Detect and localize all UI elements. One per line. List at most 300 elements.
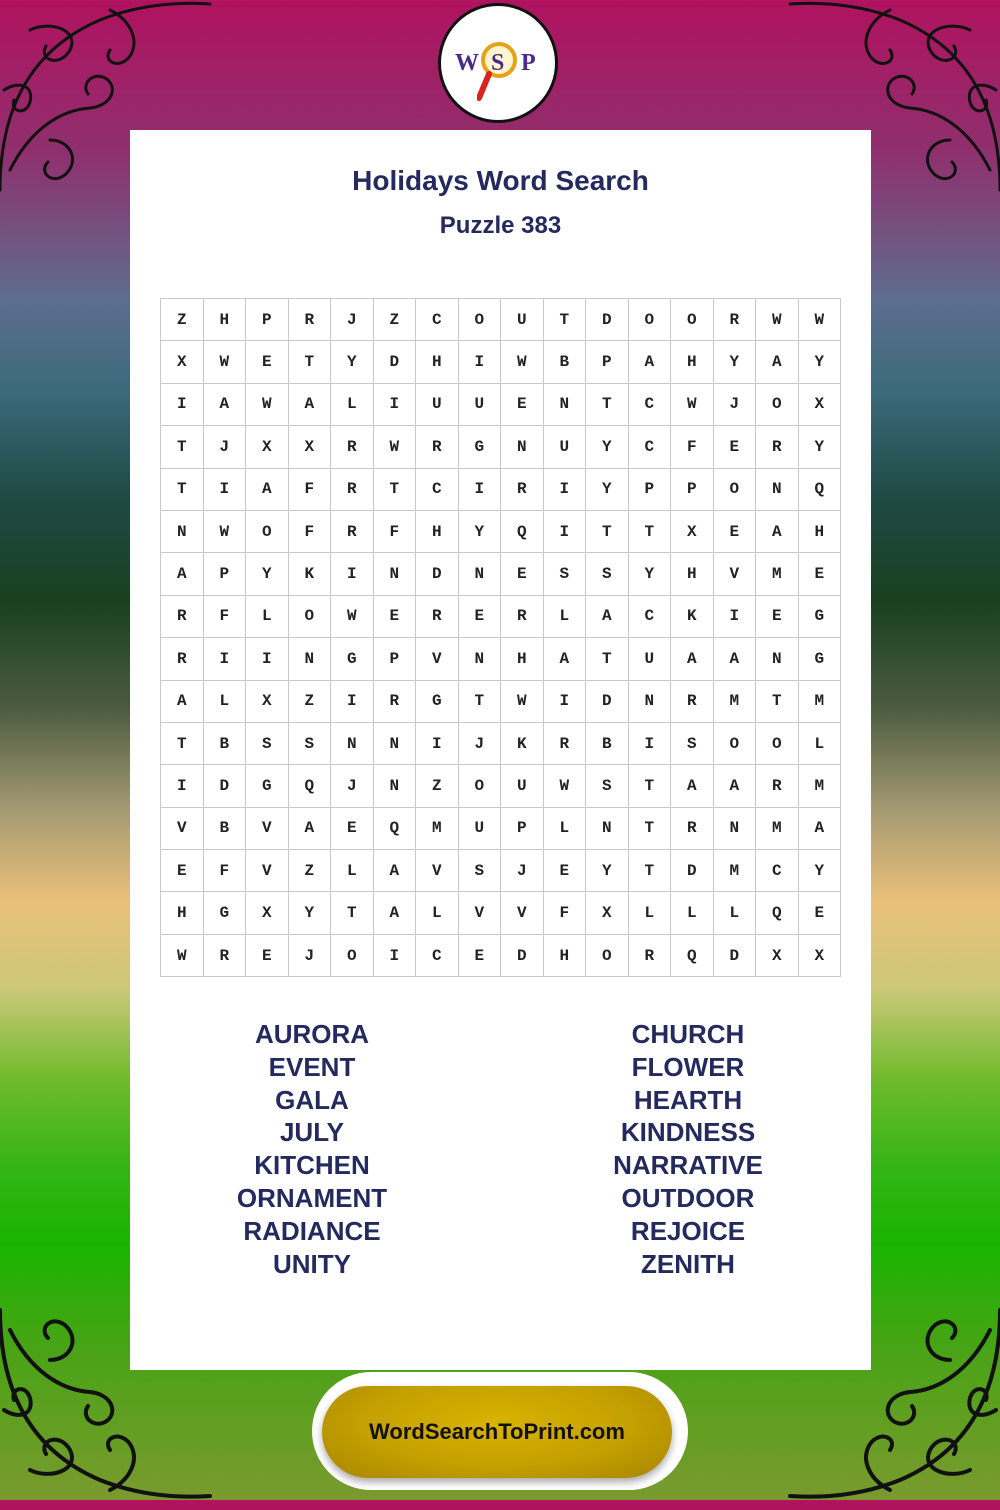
grid-cell[interactable]: E	[458, 595, 501, 637]
grid-cell[interactable]: W	[543, 765, 586, 807]
grid-cell[interactable]: F	[373, 510, 416, 552]
grid-cell[interactable]: R	[628, 934, 671, 976]
word-list-item: CHURCH	[631, 1019, 745, 1049]
puzzle-title: Holidays Word Search	[352, 165, 649, 196]
grid-cell[interactable]: X	[798, 383, 841, 425]
grid-cell[interactable]: N	[628, 680, 671, 722]
grid-cell[interactable]: A	[756, 510, 799, 552]
grid-row	[161, 892, 841, 934]
grid-cell[interactable]: T	[161, 426, 204, 468]
grid-cell[interactable]: S	[543, 553, 586, 595]
grid-row	[161, 722, 841, 764]
logo-letter-w: W	[455, 50, 479, 76]
puzzle-card	[130, 130, 871, 1370]
word-list-item: HEARTH	[633, 1084, 743, 1115]
grid-cell[interactable]: M	[798, 680, 841, 722]
grid-cell[interactable]: P	[246, 299, 289, 341]
word-list-item: UNITY	[273, 1248, 351, 1279]
grid-cell[interactable]: A	[798, 807, 841, 849]
grid-cell[interactable]: N	[373, 722, 416, 764]
word-list-item: GALA	[275, 1084, 349, 1115]
grid-cell[interactable]: U	[501, 765, 544, 807]
grid-cell[interactable]: C	[416, 468, 459, 510]
grid-cell[interactable]: Y	[798, 850, 841, 892]
word-list-item: ZENITH	[641, 1248, 735, 1279]
grid-cell[interactable]: W	[501, 680, 544, 722]
grid-cell[interactable]: N	[288, 638, 331, 680]
grid-cell[interactable]: T	[628, 807, 671, 849]
grid-cell[interactable]: R	[288, 299, 331, 341]
grid-cell[interactable]: N	[458, 638, 501, 680]
grid-cell[interactable]: R	[713, 299, 756, 341]
grid-cell[interactable]: B	[543, 341, 586, 383]
grid-cell[interactable]: A	[373, 892, 416, 934]
grid-cell[interactable]: I	[331, 680, 374, 722]
grid-cell[interactable]: H	[501, 638, 544, 680]
puzzle-number: Puzzle 383	[439, 212, 562, 239]
grid-cell[interactable]: C	[628, 426, 671, 468]
grid-row	[161, 510, 841, 552]
grid-cell[interactable]: H	[416, 341, 459, 383]
grid-cell[interactable]: J	[501, 850, 544, 892]
grid-cell[interactable]: X	[246, 892, 289, 934]
grid-cell[interactable]: P	[586, 341, 629, 383]
grid-cell[interactable]: L	[203, 680, 246, 722]
grid-cell[interactable]: F	[288, 510, 331, 552]
grid-cell[interactable]: A	[671, 765, 714, 807]
grid-cell[interactable]: F	[671, 426, 714, 468]
grid-cell[interactable]: X	[756, 934, 799, 976]
grid-cell[interactable]: I	[543, 510, 586, 552]
grid-cell[interactable]: O	[756, 383, 799, 425]
grid-cell[interactable]: Y	[586, 426, 629, 468]
grid-cell[interactable]: E	[373, 595, 416, 637]
word-list-item: REJOICE	[630, 1215, 746, 1246]
site-logo[interactable]	[438, 3, 558, 123]
grid-cell[interactable]: O	[756, 722, 799, 764]
grid-cell[interactable]: Q	[671, 934, 714, 976]
grid-cell[interactable]: B	[586, 722, 629, 764]
grid-cell[interactable]: E	[161, 850, 204, 892]
grid-cell[interactable]: T	[628, 850, 671, 892]
grid-cell[interactable]: L	[713, 892, 756, 934]
grid-cell[interactable]: M	[416, 807, 459, 849]
grid-cell[interactable]: R	[373, 680, 416, 722]
grid-cell[interactable]: R	[543, 722, 586, 764]
grid-cell[interactable]: L	[331, 850, 374, 892]
grid-cell[interactable]: Z	[161, 299, 204, 341]
grid-cell[interactable]: Y	[798, 426, 841, 468]
grid-cell[interactable]: H	[798, 510, 841, 552]
grid-cell[interactable]: I	[543, 680, 586, 722]
grid-cell[interactable]: G	[458, 426, 501, 468]
grid-cell[interactable]: O	[331, 934, 374, 976]
grid-cell[interactable]: E	[713, 426, 756, 468]
grid-cell[interactable]: E	[501, 383, 544, 425]
grid-cell[interactable]: L	[416, 892, 459, 934]
grid-cell[interactable]: A	[586, 595, 629, 637]
word-list-item: KINDNESS	[620, 1117, 756, 1148]
grid-cell[interactable]: G	[246, 765, 289, 807]
grid-cell[interactable]: P	[501, 807, 544, 849]
footer-pill	[312, 1372, 688, 1490]
grid-cell[interactable]: G	[416, 680, 459, 722]
logo-letter-s: S	[491, 50, 505, 76]
grid-cell[interactable]: T	[628, 510, 671, 552]
grid-cell[interactable]: U	[628, 638, 671, 680]
grid-cell[interactable]: G	[798, 638, 841, 680]
grid-cell[interactable]: S	[586, 765, 629, 807]
grid-row	[161, 426, 841, 468]
grid-cell[interactable]: A	[246, 468, 289, 510]
grid-cell[interactable]: D	[671, 850, 714, 892]
grid-row	[161, 553, 841, 595]
grid-cell[interactable]: Z	[288, 680, 331, 722]
grid-row	[161, 595, 841, 637]
grid-cell[interactable]: T	[586, 383, 629, 425]
grid-cell[interactable]: E	[713, 510, 756, 552]
grid-cell[interactable]: E	[246, 341, 289, 383]
grid-cell[interactable]: G	[798, 595, 841, 637]
grid-cell[interactable]: Y	[288, 892, 331, 934]
grid-cell[interactable]: N	[543, 383, 586, 425]
grid-cell[interactable]: S	[288, 722, 331, 764]
grid-cell[interactable]: N	[713, 807, 756, 849]
grid-cell[interactable]: I	[331, 553, 374, 595]
grid-row	[161, 299, 841, 341]
grid-cell[interactable]: F	[543, 892, 586, 934]
grid-cell[interactable]: W	[798, 299, 841, 341]
grid-cell[interactable]: A	[203, 383, 246, 425]
grid-cell[interactable]: C	[628, 383, 671, 425]
grid-cell[interactable]: M	[756, 553, 799, 595]
grid-cell[interactable]: X	[246, 680, 289, 722]
grid-cell[interactable]: V	[501, 892, 544, 934]
grid-cell[interactable]: T	[586, 638, 629, 680]
grid-cell[interactable]: E	[756, 595, 799, 637]
grid-cell[interactable]: I	[458, 468, 501, 510]
grid-cell[interactable]: A	[756, 341, 799, 383]
grid-row	[161, 383, 841, 425]
grid-cell[interactable]: V	[161, 807, 204, 849]
grid-cell[interactable]: I	[458, 341, 501, 383]
grid-cell[interactable]: M	[798, 765, 841, 807]
word-list-item: AURORA	[254, 1019, 370, 1049]
grid-cell[interactable]: J	[458, 722, 501, 764]
grid-cell[interactable]: X	[586, 892, 629, 934]
grid-cell[interactable]: D	[713, 934, 756, 976]
grid-cell[interactable]: W	[203, 341, 246, 383]
grid-cell[interactable]: A	[543, 638, 586, 680]
grid-cell[interactable]: S	[246, 722, 289, 764]
grid-cell[interactable]: B	[203, 722, 246, 764]
grid-cell[interactable]: A	[288, 383, 331, 425]
grid-cell[interactable]: T	[586, 510, 629, 552]
grid-cell[interactable]: I	[203, 468, 246, 510]
grid-cell[interactable]: V	[458, 892, 501, 934]
word-list-left	[147, 1018, 477, 1280]
grid-cell[interactable]: E	[798, 892, 841, 934]
grid-cell[interactable]: W	[373, 426, 416, 468]
grid-cell[interactable]: J	[203, 426, 246, 468]
grid-cell[interactable]: D	[373, 341, 416, 383]
grid-cell[interactable]: R	[416, 595, 459, 637]
grid-cell[interactable]: F	[288, 468, 331, 510]
grid-row	[161, 934, 841, 976]
grid-cell[interactable]: R	[161, 638, 204, 680]
grid-cell[interactable]: I	[246, 638, 289, 680]
word-list-item: RADIANCE	[243, 1215, 381, 1246]
grid-cell[interactable]: T	[543, 299, 586, 341]
logo-letter-p: P	[521, 50, 536, 76]
grid-cell[interactable]: R	[331, 468, 374, 510]
grid-cell[interactable]: I	[161, 765, 204, 807]
grid-cell[interactable]: N	[331, 722, 374, 764]
grid-cell[interactable]: O	[458, 299, 501, 341]
grid-cell[interactable]: P	[373, 638, 416, 680]
grid-cell[interactable]: A	[288, 807, 331, 849]
grid-cell[interactable]: Q	[373, 807, 416, 849]
grid-cell[interactable]: T	[628, 765, 671, 807]
word-list-item: OUTDOOR	[621, 1182, 755, 1213]
grid-cell[interactable]: L	[543, 595, 586, 637]
website-link-button[interactable]: WordSearchToPrint.com	[322, 1386, 672, 1478]
grid-cell[interactable]: L	[331, 383, 374, 425]
grid-cell[interactable]: I	[543, 468, 586, 510]
grid-cell[interactable]: N	[373, 553, 416, 595]
grid-row	[161, 341, 841, 383]
grid-cell[interactable]: R	[756, 426, 799, 468]
grid-cell[interactable]: D	[586, 299, 629, 341]
grid-cell[interactable]: W	[501, 341, 544, 383]
grid-cell[interactable]: V	[416, 638, 459, 680]
grid-cell[interactable]: Y	[331, 341, 374, 383]
grid-cell[interactable]: K	[671, 595, 714, 637]
grid-row	[161, 680, 841, 722]
grid-cell[interactable]: E	[246, 934, 289, 976]
grid-cell[interactable]: E	[331, 807, 374, 849]
word-list-item: FLOWER	[631, 1051, 745, 1082]
grid-cell[interactable]: E	[458, 934, 501, 976]
grid-cell[interactable]: L	[671, 892, 714, 934]
grid-cell[interactable]: H	[543, 934, 586, 976]
grid-row	[161, 638, 841, 680]
grid-cell[interactable]: O	[713, 722, 756, 764]
grid-cell[interactable]: C	[416, 934, 459, 976]
grid-row	[161, 468, 841, 510]
grid-cell[interactable]: A	[671, 638, 714, 680]
grid-cell[interactable]: O	[288, 595, 331, 637]
letter-grid	[160, 298, 841, 977]
grid-cell[interactable]: Y	[458, 510, 501, 552]
grid-cell[interactable]: O	[246, 510, 289, 552]
grid-cell[interactable]: A	[373, 850, 416, 892]
grid-cell[interactable]: S	[586, 553, 629, 595]
word-list-item: EVENT	[268, 1051, 356, 1082]
grid-cell[interactable]: X	[246, 426, 289, 468]
word-list-item: JULY	[279, 1117, 345, 1148]
grid-cell[interactable]: B	[203, 807, 246, 849]
grid-cell[interactable]: R	[331, 426, 374, 468]
grid-cell[interactable]: T	[458, 680, 501, 722]
word-list-item: KITCHEN	[254, 1150, 370, 1181]
grid-cell[interactable]: D	[586, 680, 629, 722]
grid-cell[interactable]: Y	[586, 850, 629, 892]
grid-cell[interactable]: I	[203, 638, 246, 680]
grid-cell[interactable]: R	[671, 680, 714, 722]
grid-cell[interactable]: V	[416, 850, 459, 892]
grid-cell[interactable]: W	[161, 934, 204, 976]
grid-cell[interactable]: A	[161, 680, 204, 722]
grid-cell[interactable]: R	[161, 595, 204, 637]
grid-cell[interactable]: N	[501, 426, 544, 468]
word-list-right	[523, 1018, 853, 1280]
grid-cell[interactable]: D	[501, 934, 544, 976]
grid-cell[interactable]: Y	[586, 468, 629, 510]
grid-cell[interactable]: C	[628, 595, 671, 637]
grid-cell[interactable]: G	[331, 638, 374, 680]
grid-cell[interactable]: M	[713, 850, 756, 892]
grid-cell[interactable]: X	[161, 341, 204, 383]
grid-cell[interactable]: W	[756, 299, 799, 341]
grid-cell[interactable]: R	[671, 807, 714, 849]
grid-cell[interactable]: D	[203, 765, 246, 807]
grid-cell[interactable]: Z	[416, 765, 459, 807]
grid-cell[interactable]: U	[543, 426, 586, 468]
grid-row	[161, 807, 841, 849]
grid-cell[interactable]: R	[501, 468, 544, 510]
grid-cell[interactable]: S	[458, 850, 501, 892]
grid-cell[interactable]: N	[756, 468, 799, 510]
grid-cell[interactable]: U	[501, 299, 544, 341]
grid-cell[interactable]: Q	[798, 468, 841, 510]
grid-cell[interactable]: X	[288, 426, 331, 468]
grid-cell[interactable]: L	[798, 722, 841, 764]
grid-cell[interactable]: V	[246, 850, 289, 892]
grid-cell[interactable]: O	[586, 934, 629, 976]
grid-cell[interactable]: U	[458, 383, 501, 425]
grid-cell[interactable]: E	[501, 553, 544, 595]
grid-cell[interactable]: L	[246, 595, 289, 637]
grid-cell[interactable]: H	[416, 510, 459, 552]
grid-cell[interactable]: R	[203, 934, 246, 976]
grid-cell[interactable]: W	[246, 383, 289, 425]
grid-cell[interactable]: N	[458, 553, 501, 595]
grid-cell[interactable]: T	[756, 680, 799, 722]
grid-cell[interactable]: Y	[713, 341, 756, 383]
grid-cell[interactable]: T	[161, 722, 204, 764]
grid-cell[interactable]: Z	[373, 299, 416, 341]
grid-cell[interactable]: M	[713, 680, 756, 722]
grid-cell[interactable]: E	[798, 553, 841, 595]
grid-cell[interactable]: P	[628, 468, 671, 510]
grid-cell[interactable]: A	[628, 341, 671, 383]
grid-cell[interactable]: E	[543, 850, 586, 892]
grid-cell[interactable]: I	[416, 722, 459, 764]
grid-cell[interactable]: X	[798, 934, 841, 976]
grid-cell[interactable]: T	[161, 468, 204, 510]
grid-cell[interactable]: J	[331, 299, 374, 341]
grid-cell[interactable]: T	[373, 468, 416, 510]
grid-cell[interactable]: W	[671, 383, 714, 425]
grid-cell[interactable]: J	[331, 765, 374, 807]
grid-cell[interactable]: C	[416, 299, 459, 341]
grid-cell[interactable]: A	[161, 553, 204, 595]
grid-cell[interactable]: U	[416, 383, 459, 425]
grid-cell[interactable]: D	[416, 553, 459, 595]
grid-cell[interactable]: R	[501, 595, 544, 637]
grid-cell[interactable]: N	[586, 807, 629, 849]
grid-cell[interactable]: L	[543, 807, 586, 849]
grid-cell[interactable]: Z	[288, 850, 331, 892]
grid-cell[interactable]: I	[713, 595, 756, 637]
grid-cell[interactable]: N	[373, 765, 416, 807]
grid-cell[interactable]: Q	[756, 892, 799, 934]
grid-cell[interactable]: W	[203, 510, 246, 552]
grid-cell[interactable]: V	[246, 807, 289, 849]
grid-cell[interactable]: J	[713, 383, 756, 425]
word-list-item: ORNAMENT	[236, 1182, 388, 1213]
grid-cell[interactable]: O	[713, 468, 756, 510]
grid-cell[interactable]: I	[373, 383, 416, 425]
grid-cell[interactable]: I	[161, 383, 204, 425]
grid-cell[interactable]: C	[756, 850, 799, 892]
grid-cell[interactable]: A	[713, 638, 756, 680]
grid-row	[161, 850, 841, 892]
grid-cell[interactable]: I	[373, 934, 416, 976]
word-list-item: NARRATIVE	[613, 1150, 763, 1181]
grid-cell[interactable]: Y	[246, 553, 289, 595]
grid-cell[interactable]: T	[331, 892, 374, 934]
grid-cell[interactable]: J	[288, 934, 331, 976]
grid-cell[interactable]: Q	[501, 510, 544, 552]
grid-cell[interactable]: Y	[798, 341, 841, 383]
grid-cell[interactable]: P	[671, 468, 714, 510]
grid-cell[interactable]: R	[416, 426, 459, 468]
grid-cell[interactable]: V	[713, 553, 756, 595]
grid-cell[interactable]: H	[161, 892, 204, 934]
grid-row	[161, 765, 841, 807]
grid-cell[interactable]: H	[203, 299, 246, 341]
grid-cell[interactable]: H	[671, 341, 714, 383]
grid-cell[interactable]: F	[203, 595, 246, 637]
grid-cell[interactable]: N	[756, 638, 799, 680]
grid-cell[interactable]: O	[671, 299, 714, 341]
grid-cell[interactable]: N	[161, 510, 204, 552]
grid-cell[interactable]: K	[501, 722, 544, 764]
grid-cell[interactable]: S	[671, 722, 714, 764]
grid-cell[interactable]: W	[331, 595, 374, 637]
grid-cell[interactable]: G	[203, 892, 246, 934]
grid-cell[interactable]: U	[458, 807, 501, 849]
grid-cell[interactable]: L	[628, 892, 671, 934]
grid-cell[interactable]: O	[628, 299, 671, 341]
grid-cell[interactable]: O	[458, 765, 501, 807]
grid-cell[interactable]: Q	[288, 765, 331, 807]
grid-cell[interactable]: T	[288, 341, 331, 383]
grid-cell[interactable]: A	[713, 765, 756, 807]
grid-cell[interactable]: F	[203, 850, 246, 892]
grid-cell[interactable]: Y	[628, 553, 671, 595]
grid-cell[interactable]: K	[288, 553, 331, 595]
grid-cell[interactable]: I	[628, 722, 671, 764]
grid-cell[interactable]: M	[756, 807, 799, 849]
grid-cell[interactable]: P	[203, 553, 246, 595]
grid-cell[interactable]: X	[671, 510, 714, 552]
grid-cell[interactable]: H	[671, 553, 714, 595]
grid-cell[interactable]: R	[756, 765, 799, 807]
grid-cell[interactable]: R	[331, 510, 374, 552]
